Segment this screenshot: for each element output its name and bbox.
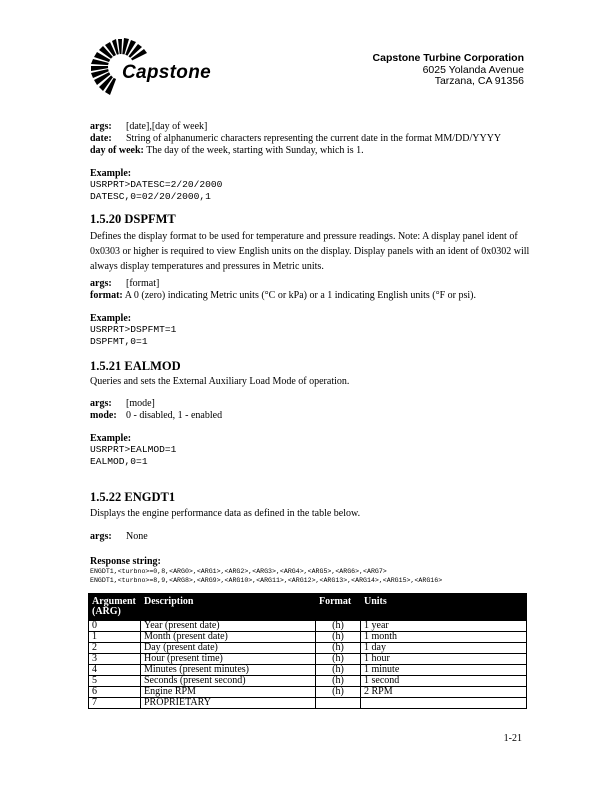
datesc-args-value: [date],[day of week] xyxy=(126,121,208,132)
cell-desc: Minutes (present minutes) xyxy=(141,665,316,676)
cell-desc: Day (present date) xyxy=(141,643,316,654)
table-row xyxy=(89,665,527,676)
cell-format: (h) xyxy=(316,643,361,654)
cell-arg: 3 xyxy=(89,654,141,665)
cell-arg: 2 xyxy=(89,643,141,654)
dspfmt-args-value: [format] xyxy=(126,278,160,289)
ealmod-args-label: args: xyxy=(90,398,112,409)
address-line-2: Tarzana, CA 91356 xyxy=(434,75,524,87)
ealmod-example-label: Example: xyxy=(90,433,132,444)
cell-units: 1 day xyxy=(361,643,527,654)
cell-format: (h) xyxy=(316,654,361,665)
cell-units: 1 year xyxy=(361,621,527,632)
table-row xyxy=(89,654,527,665)
address-line-1: 6025 Yolanda Avenue xyxy=(422,63,524,76)
datesc-example-line-1: USRPRT>DATESC=2/20/2000 xyxy=(90,179,223,190)
engdt1-response-label: Response string: xyxy=(90,556,161,567)
header-argument-line-1: Argument xyxy=(92,596,136,607)
page-number: 1-21 xyxy=(503,733,522,744)
header-description: Description xyxy=(141,594,316,621)
table-header-row xyxy=(89,594,527,621)
ealmod-mode-row xyxy=(90,410,222,422)
cell-format: (h) xyxy=(316,665,361,676)
datesc-dow-row xyxy=(90,145,364,157)
dspfmt-args-row xyxy=(90,278,159,290)
ealmod-mode-label: mode: xyxy=(90,410,117,421)
engdt1-argument-table xyxy=(88,593,527,709)
cell-desc: Month (present date) xyxy=(141,632,316,643)
engdt1-paragraph: Displays the engine performance data as defined in the table below. xyxy=(90,508,361,519)
ealmod-heading: 1.5.21 EALMOD xyxy=(90,359,181,373)
cell-units: 1 hour xyxy=(361,654,527,665)
dspfmt-format-desc: A 0 (zero) indicating Metric units (°C or kPa) or a 1 indicating English units (°F or psi). xyxy=(124,290,476,301)
datesc-dow-desc: The day of the week, starting with Sunday, which is 1. xyxy=(146,145,364,156)
table-row xyxy=(89,687,527,698)
datesc-args-row xyxy=(90,121,207,133)
cell-desc: Seconds (present second) xyxy=(141,676,316,687)
cell-units: 1 second xyxy=(361,676,527,687)
cell-format xyxy=(316,698,361,709)
header-units: Units xyxy=(361,594,527,621)
datesc-example-line-2: DATESC,0=02/20/2000,1 xyxy=(90,191,211,202)
cell-format: (h) xyxy=(316,632,361,643)
cell-desc: PROPRIETARY xyxy=(141,698,316,709)
table-row xyxy=(89,621,527,632)
engdt1-args-label: args: xyxy=(90,531,112,542)
dspfmt-example-label: Example: xyxy=(90,313,132,324)
cell-units: 1 month xyxy=(361,632,527,643)
engdt1-args-value: None xyxy=(126,531,148,542)
engdt1-response-line-1: ENGDT1,<turbno>=0,8,<ARG0>,<ARG1>,<ARG2>,<ARG3>,<ARG4>,<ARG5>,<ARG6>,<ARG7> xyxy=(90,568,387,575)
cell-units xyxy=(361,698,527,709)
dspfmt-format-row xyxy=(90,290,476,302)
engdt1-response-line-2: ENGDT1,<turbno>=8,9,<ARG8>,<ARG9>,<ARG10>,<ARG11>,<ARG12>,<ARG13>,<ARG14>,<ARG15>,<ARG16> xyxy=(90,577,443,584)
datesc-date-row xyxy=(90,133,501,145)
header-format: Format xyxy=(316,594,361,621)
cell-units: 2 RPM xyxy=(361,687,527,698)
cell-desc: Year (present date) xyxy=(141,621,316,632)
cell-arg: 1 xyxy=(89,632,141,643)
table-row xyxy=(89,676,527,687)
datesc-date-desc: String of alphanumeric characters representing the current date in the format MM/DD/YYYY xyxy=(126,133,502,144)
engdt1-heading: 1.5.22 ENGDT1 xyxy=(90,490,176,504)
datesc-date-label: date: xyxy=(90,133,112,144)
dspfmt-format-label: format: xyxy=(90,290,123,301)
cell-units: 1 minute xyxy=(361,665,527,676)
company-address-block xyxy=(373,53,524,88)
ealmod-example-line-1: USRPRT>EALMOD=1 xyxy=(90,444,177,455)
ealmod-args-value: [mode] xyxy=(126,398,155,409)
engdt1-args-row xyxy=(90,531,148,543)
cell-format: (h) xyxy=(316,676,361,687)
cell-desc: Hour (present time) xyxy=(141,654,316,665)
datesc-example-label: Example: xyxy=(90,168,132,179)
ealmod-args-row xyxy=(90,398,155,410)
cell-format: (h) xyxy=(316,621,361,632)
table-row xyxy=(89,632,527,643)
cell-format: (h) xyxy=(316,687,361,698)
dspfmt-args-label: args: xyxy=(90,278,112,289)
cell-arg: 6 xyxy=(89,687,141,698)
datesc-dow-label: day of week: xyxy=(90,145,144,156)
dspfmt-example-line-2: DSPFMT,0=1 xyxy=(90,336,148,347)
dspfmt-heading: 1.5.20 DSPFMT xyxy=(90,212,176,226)
table-row xyxy=(89,698,527,709)
ealmod-example-line-2: EALMOD,0=1 xyxy=(90,456,148,467)
logo-wordmark: Capstone xyxy=(122,62,211,83)
cell-arg: 0 xyxy=(89,621,141,632)
ealmod-paragraph: Queries and sets the External Auxiliary Load Mode of operation. xyxy=(90,376,350,387)
dspfmt-example-line-1: USRPRT>DSPFMT=1 xyxy=(90,324,177,335)
ealmod-mode-desc: 0 - disabled, 1 - enabled xyxy=(126,410,223,421)
table-row xyxy=(89,643,527,654)
cell-arg: 4 xyxy=(89,665,141,676)
cell-arg: 7 xyxy=(89,698,141,709)
header-argument-line-2: (ARG) xyxy=(92,606,121,617)
cell-desc: Engine RPM xyxy=(141,687,316,698)
cell-arg: 5 xyxy=(89,676,141,687)
dspfmt-paragraph: Defines the display format to be used for temperature and pressure readings. Note: A display panel ident of 0x0303 or higher is required to view English units on the display. Display panels with an ident of 0x0302 will always display temperatures and pressures in Metric units. xyxy=(90,231,530,272)
company-name: Capstone Turbine Corporation xyxy=(372,52,524,64)
datesc-args-label: args: xyxy=(90,121,112,132)
header-argument xyxy=(89,594,141,621)
